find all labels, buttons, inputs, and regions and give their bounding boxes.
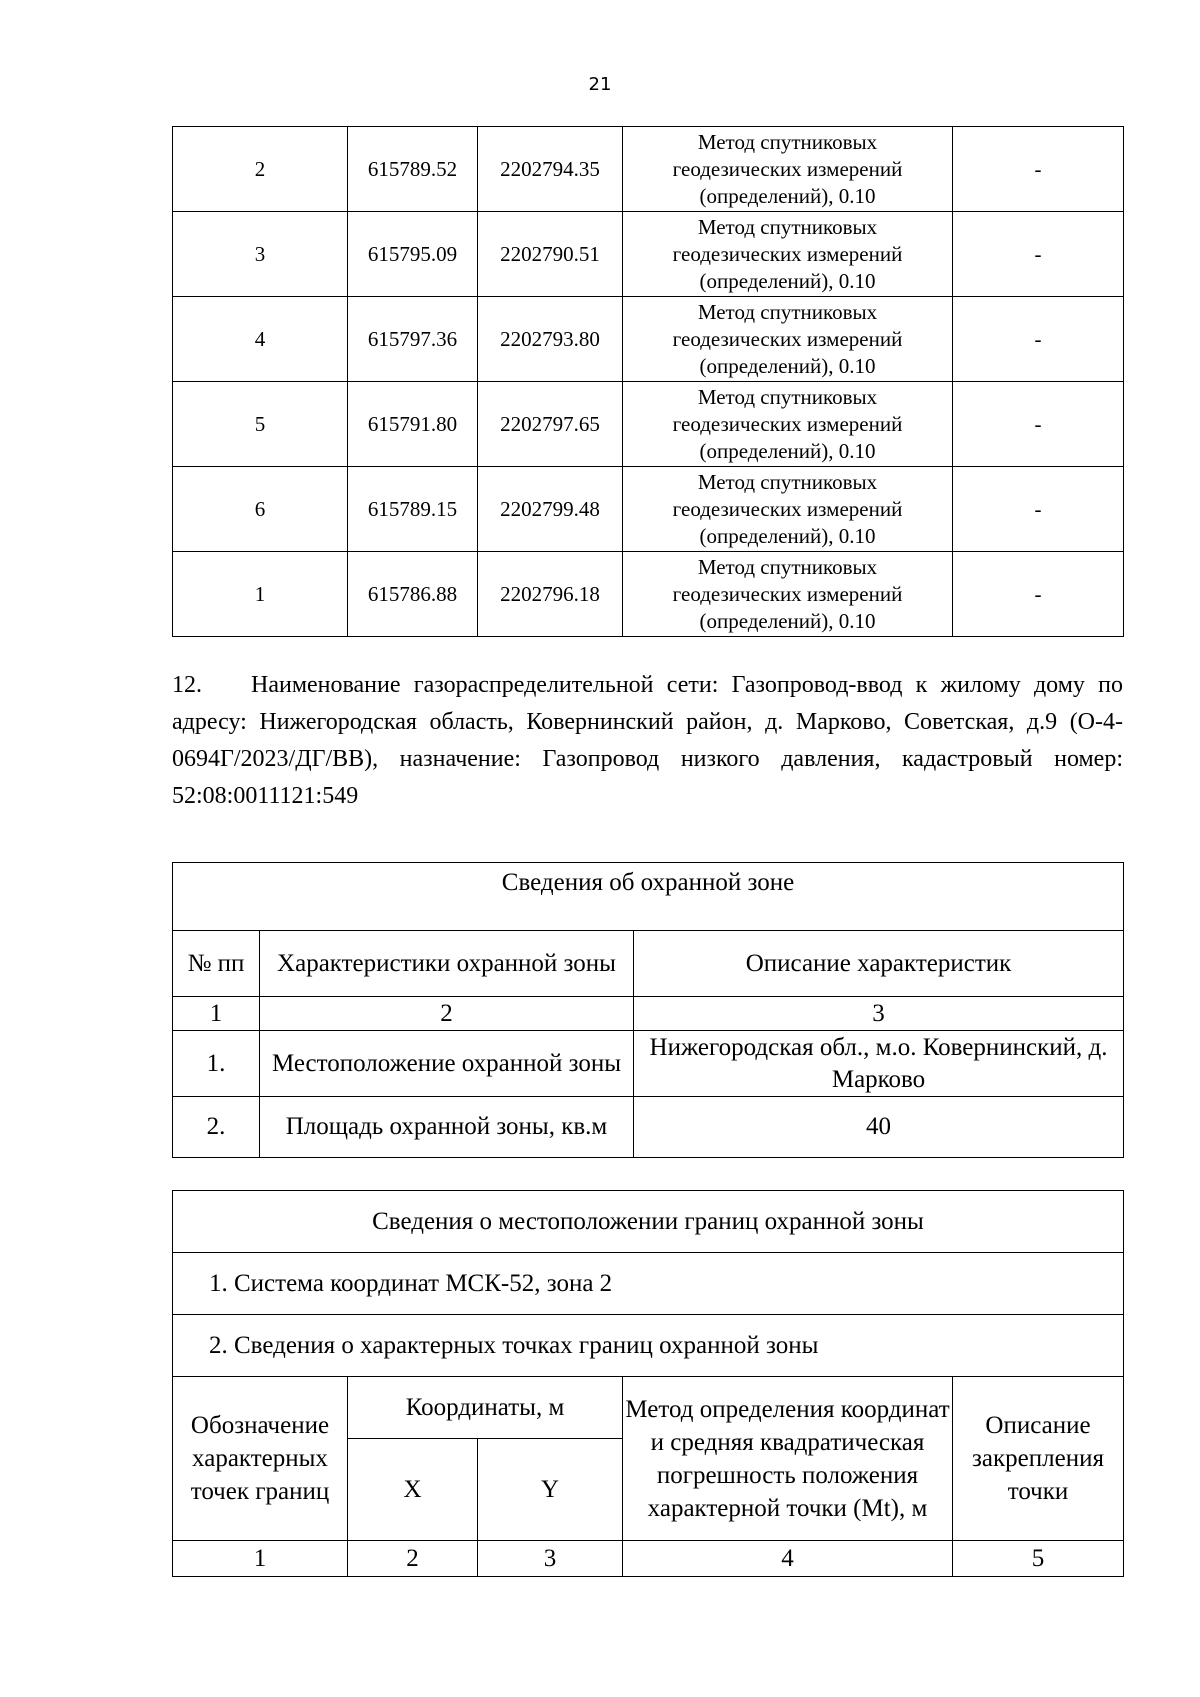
col-number: 2 [348,1541,478,1577]
col-number: 3 [634,997,1124,1031]
x-cell: 615789.52 [348,127,478,212]
method-cell [623,552,953,637]
method-cell [623,212,953,297]
y-cell: 2202796.18 [478,552,623,637]
method-line: геодезических измерений [672,411,903,436]
header-y: Y [478,1439,623,1541]
col-number: 1 [173,997,260,1031]
method-cell [623,467,953,552]
description-cell: - [953,552,1124,637]
coordinates-table [172,126,1124,637]
row-name: Местоположение охранной зоны [260,1031,634,1097]
row-description: 40 [634,1097,1124,1158]
row-description: Нижегородская обл., м.о. Ковернинский, д. Марково [634,1031,1124,1097]
col-number: 4 [623,1541,953,1577]
header-point-designation: Обозначение характерных точек границ [173,1377,348,1541]
x-cell: 615795.09 [348,212,478,297]
row-number: 2. [173,1097,260,1158]
method-line: геодезических измерений [672,581,903,606]
row-name: Площадь охранной зоны, кв.м [260,1097,634,1158]
method-line: геодезических измерений [672,241,903,266]
method-line: геодезических измерений [672,156,903,181]
method-line: (определений), 0.10 [699,438,876,463]
header-coordinates: Координаты, м [348,1377,623,1439]
y-cell: 2202794.35 [478,127,623,212]
col-number: 1 [173,1541,348,1577]
point-cell: 1 [173,552,348,637]
method-line: Метод спутниковых [697,129,878,154]
col-number: 3 [478,1541,623,1577]
method-line: (определений), 0.10 [699,353,876,378]
section-paragraph [172,667,1123,815]
x-cell: 615791.80 [348,382,478,467]
row-number: 1. [173,1031,260,1097]
x-cell: 615786.88 [348,552,478,637]
header-method: Метод определения координат и средняя квадратическая погрешность положения характерной точки (Mt), м [623,1377,953,1541]
method-line: Метод спутниковых [697,384,878,409]
point-cell: 2 [173,127,348,212]
method-line: (определений), 0.10 [699,183,876,208]
header-x: X [348,1439,478,1541]
point-cell: 5 [173,382,348,467]
method-line: Метод спутниковых [697,469,878,494]
description-cell: - [953,212,1124,297]
y-cell: 2202799.48 [478,467,623,552]
coord-row [173,212,1124,297]
method-line: (определений), 0.10 [699,523,876,548]
header-characteristics: Характеристики охранной зоны [260,931,634,997]
method-line: (определений), 0.10 [699,608,876,633]
coord-row [173,127,1124,212]
description-cell: - [953,467,1124,552]
y-cell: 2202797.65 [478,382,623,467]
section-text: Наименование газораспределительной сети: Газопровод-ввод к жилому дому по адресу: Нижегородская область, Ковернинский район, д. Марково, Советская, д.9 (О-4-0694Г/2023/ДГ/ВВ), назначение: Газопровод низкого давления, кадастровый номер: 52:08:0011121:549 [172,672,1123,809]
method-line: Метод спутниковых [697,554,878,579]
method-line: Метод спутниковых [697,299,878,324]
header-number: № пп [173,931,260,997]
coord-row [173,297,1124,382]
point-cell: 3 [173,212,348,297]
header-fixing-description: Описание закрепления точки [953,1377,1124,1541]
x-cell: 615797.36 [348,297,478,382]
method-line: геодезических измерений [672,326,903,351]
section-number: 12. [172,672,202,698]
coord-row [173,552,1124,637]
point-cell: 4 [173,297,348,382]
y-cell: 2202790.51 [478,212,623,297]
method-line: (определений), 0.10 [699,268,876,293]
page-number: 21 [588,74,612,95]
method-cell [623,297,953,382]
description-cell: - [953,127,1124,212]
coord-row [173,382,1124,467]
method-cell [623,382,953,467]
method-line: геодезических измерений [672,496,903,521]
location-table-title: Сведения о местоположении границ охранной зоны [173,1191,1124,1253]
description-cell: - [953,297,1124,382]
method-line: Метод спутниковых [697,214,878,239]
point-cell: 6 [173,467,348,552]
coordinate-system: 1. Система координат МСК-52, зона 2 [173,1253,1124,1315]
col-number: 2 [260,997,634,1031]
boundary-location-table [172,1190,1124,1577]
description-cell: - [953,382,1124,467]
points-title: 2. Сведения о характерных точках границ охранной зоны [173,1315,1124,1377]
col-number: 5 [953,1541,1124,1577]
method-cell [623,127,953,212]
header-description: Описание характеристик [634,931,1124,997]
protection-zone-table [172,862,1124,1158]
coord-row [173,467,1124,552]
x-cell: 615789.15 [348,467,478,552]
zone-table-title: Сведения об охранной зоне [173,863,1124,931]
y-cell: 2202793.80 [478,297,623,382]
